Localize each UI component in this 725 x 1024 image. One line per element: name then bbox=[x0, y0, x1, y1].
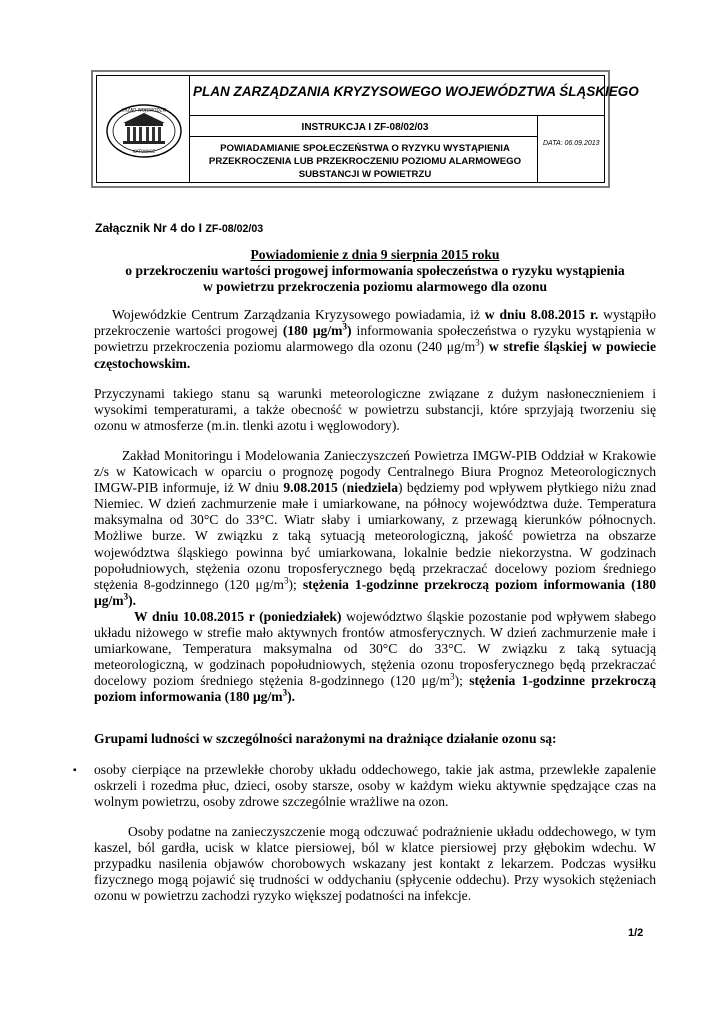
list-item bbox=[73, 761, 656, 810]
paragraph-causes: Przyczynami takiego stanu są warunki meteorologiczne związane z dużym nasłonecznieniem i wysokimi temperaturami, a także obecność w powietrzu substancji, które sprzyjają tworzeniu się ozonu w atmosferze (m.in. tlenki azotu i węglowodory). bbox=[94, 385, 656, 433]
seal-bottom-text: KATOWICE bbox=[132, 149, 156, 154]
paragraph-forecast-monday bbox=[94, 609, 656, 706]
p1-text-c: wystąpiło przekroczenie wartości progowej bbox=[94, 307, 656, 339]
paragraph-forecast-sunday bbox=[94, 448, 656, 609]
p1-area: w strefie śląskiej w powiecie częstochowskim. bbox=[94, 339, 656, 371]
p1-threshold-sup: 3 bbox=[342, 321, 347, 332]
subject-line-3: SUBSTANCJI W POWIETRZU bbox=[298, 169, 432, 180]
document-date: DATA: 06.09.2013 bbox=[543, 140, 600, 147]
seal-top-text: URZĄD WOJEWÓDZKI bbox=[121, 107, 167, 113]
p4-text-b: województwo śląskie pozostanie pod wpływem słabego układu niżowego w strefie mało aktywnych frontów atmosferycznych. W dzień zachmurzenie małe i umiarkowane, Temperatura maksymalna od 30°C do 33°C. W związku z taką sytuacją meteorologiczną, w godzinach popołudniowych, stężenia ozonu troposferycznego będą przekraczać docelowy poziom średniego stężenia 8-godzinnego (120 μg/m bbox=[94, 608, 656, 689]
p3-date: 9.08.2015 bbox=[283, 480, 338, 496]
header-divider-left bbox=[189, 76, 190, 182]
page-number: 1/2 bbox=[628, 927, 644, 939]
instruction-subject bbox=[193, 142, 537, 181]
p4-date: W dniu 10.08.2015 r (poniedziałek) bbox=[134, 608, 342, 624]
notice-title-line-2: o przekroczeniu wartości progowej informowania społeczeństwa o ryzyku wystąpienia bbox=[125, 263, 625, 279]
p1-text-g: ) bbox=[479, 339, 489, 355]
p3-sup-2: 3 bbox=[123, 591, 129, 602]
bullet-icon: ▪ bbox=[73, 764, 77, 776]
p4-warning: stężenia 1-godzinne przekroczą poziom informowania (180 μg/m bbox=[94, 673, 656, 705]
p4-text-c: ); bbox=[454, 673, 470, 689]
p3-paren-open: ( bbox=[337, 480, 347, 496]
attachment-code: ZF-08/02/03 bbox=[205, 223, 264, 235]
p3-text-a: Zakład Monitoringu i Modelowania Zanieczyszczeń Powietrza IMGW-PIB Oddział w Krakowie z/s w Katowicach w oparciu o prognozę pogody Centralnego Biura Prognoz Meteorologicznych IMGW-PIB informuje, iż W dniu bbox=[94, 447, 656, 496]
p3-sup-1: 3 bbox=[284, 575, 289, 586]
header-inner-frame bbox=[96, 75, 639, 183]
groups-heading: Grupami ludności w szczególności narażonymi na drażniące działanie ozonu są: bbox=[94, 731, 557, 747]
instruction-code: INSTRUKCJA I ZF-08/02/03 bbox=[301, 122, 429, 133]
header-divider-mid bbox=[189, 136, 537, 137]
voivodeship-seal-icon bbox=[105, 103, 183, 159]
header-divider-top bbox=[189, 115, 604, 116]
subject-line-2: PRZEKROCZENIA LUB PRZEKROCZENIU POZIOMU ALARMOWEGO bbox=[208, 156, 522, 167]
p4-sup-2: 3 bbox=[282, 687, 288, 698]
p1-text-f: informowania społeczeństwa o ryzyku wystąpienia w powietrzu przekroczenia poziomu alarmowego dla ozonu (240 μg/m bbox=[94, 323, 656, 355]
svg-text:KATOWICE bbox=[133, 149, 155, 154]
attachment-prefix: Załącznik Nr 4 do I bbox=[95, 221, 203, 235]
bullet-text: osoby cierpiące na przewlekłe choroby układu oddechowego, takie jak astma, przewlekłe zapalenie oskrzeli i rozedma płuc, dzieci, osoby starsze, osoby w każdym wieku aktywnie spędzające czas na wolnym powietrzu, osoby zdrowe szczególnie wrażliwe na ozon. bbox=[94, 761, 656, 809]
p1-text-a: Wojewódzkie Centrum Zarządzania Kryzysowego powiadamia, iż bbox=[112, 307, 485, 323]
p1-alarm-sup: 3 bbox=[475, 337, 480, 348]
subject-line-1: POWIADAMIANIE SPOŁECZEŃSTWA O RYZYKU WYSTĄPIENIA bbox=[220, 143, 510, 154]
notice-title-line-1: Powiadomienie z dnia 9 sierpnia 2015 roku bbox=[250, 247, 500, 262]
plan-title: PLAN ZARZĄDZANIA KRYZYSOWEGO WOJEWÓDZTWA ŚLĄSKIEGO bbox=[193, 84, 639, 99]
p3-warning: stężenia 1-godzinne przekroczą poziom informowania (180 μg/m bbox=[94, 576, 656, 608]
svg-text:URZĄD WOJEWÓDZKI bbox=[121, 108, 166, 113]
p1-threshold: (180 μg/m bbox=[282, 323, 343, 339]
p1-date: w dniu 8.08.2015 r. bbox=[484, 307, 599, 323]
p3-warning-close: ). bbox=[128, 592, 137, 608]
notice-title-line-3: w powietrzu przekroczenia poziomu alarmowego dla ozonu bbox=[202, 279, 548, 295]
paragraph-announcement bbox=[94, 307, 656, 371]
p4-warning-close: ). bbox=[287, 689, 296, 705]
header-divider-right bbox=[537, 115, 538, 182]
p1-threshold-close: ) bbox=[346, 323, 352, 339]
p3-text-f: ); bbox=[288, 576, 303, 592]
document-header bbox=[91, 70, 639, 188]
document-body bbox=[73, 247, 656, 904]
p4-sup-1: 3 bbox=[450, 671, 455, 682]
p3-day: niedziela bbox=[346, 480, 398, 496]
paragraph-symptoms: Osoby podatne na zanieczyszczenie mogą odczuwać podrażnienie układu oddechowego, w tym kaszel, ból gardła, ucisk w klatce piersiowej, ból w klatce piersiowej przy głębokim wdechu. W przypadku nasilenia objawów chorobowych wskazany jest kontakt z lekarzem. Podczas wysiłku fizycznego mogą pojawić się trudności w oddychaniu (spłycenie oddechu). Przy wysokich stężeniach ozonu w powietrzu zachodzi ryzyko większej podatności na infekcje. bbox=[94, 823, 656, 904]
p3-text-e: ) będziemy pod wpływem płytkiego niżu znad Niemiec. W dzień zachmurzenie małe i umiarkowane, na północy województwa duże. Temperatura maksymalna od 30°C do 33°C. Wiatr słaby i umiarkowany, z przewagą kierunków północnych. Możliwe burze. W związku z taką sytuacją meteorologiczną, jakość powietrza na obszarze województwa śląskiego powinna być umiarkowana, lokalnie bedzie niekorzystna. W godzinach popołudniowych, stężenia ozonu troposferycznego będą przekraczać docelowy poziom średniego stężenia 8-godzinnego (120 μg/m bbox=[94, 480, 656, 592]
attachment-label bbox=[95, 221, 263, 235]
